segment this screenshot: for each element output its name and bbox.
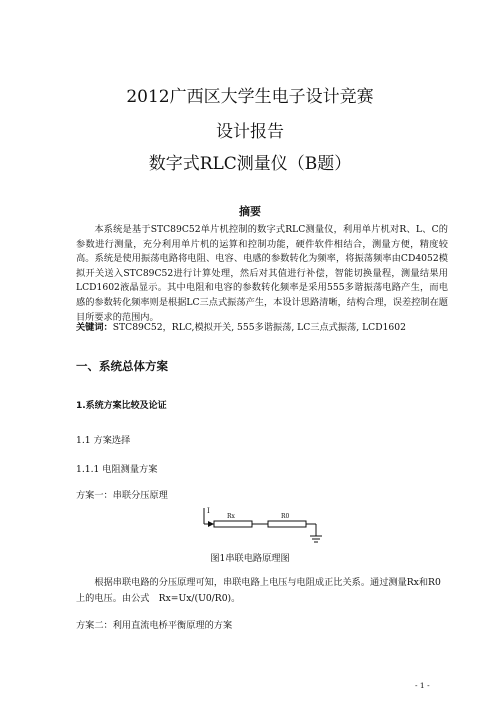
current-label: I [207, 507, 210, 515]
report-title-project: 数字式RLC测量仪（B题） [148, 154, 352, 174]
plan-two-label: 方案二：利用直流电桥平衡原理的方案 [76, 620, 233, 631]
abstract-body: 本系统是基于STC89C52单片机控制的数字式RLC测量仪，利用单片机对R、L、C的参数进行测量，充分利用单片机的运算和控制功能，硬件软件相结合，测量方便，精度较高。系统是使用振荡电路将电阻、电容、电感的参数转化为频率，将振荡频率由CD4052模拟开关送入STC89C52进行计算处理，然后对其值进行补偿，智能切换量程，测量结果用LCD1602液晶显示。其中电阻和电容的参数转化频率是采用555多谐振荡电路产生，而电感的参数转化频率则是根据LC三点式振荡产生，本设计思路清晰，结构合理，误差控制在题目所要求的范围内。 [76, 224, 448, 323]
current-arrow-icon [208, 521, 214, 527]
report-title-competition: 2012广西区大学生电子设计竞赛 [126, 87, 374, 107]
keywords-text: STC89C52，RLC,模拟开关, 555多谐振荡, LC三点式振荡, LCD1602 [112, 322, 406, 333]
abstract-heading: 摘要 [239, 205, 261, 218]
plan-one-label: 方案一：串联分压原理 [76, 490, 168, 501]
resistor-r0 [268, 521, 306, 527]
resistor-rx [214, 521, 252, 527]
section-heading-overall-scheme: 一、系统总体方案 [76, 359, 168, 373]
resistor-r0-label: R0 [281, 513, 290, 520]
page-number: - 1 - [415, 681, 430, 690]
series-circuit-diagram [198, 502, 328, 552]
resistor-rx-label: Rx [227, 513, 235, 520]
report-title-design-report: 设计报告 [216, 122, 284, 142]
subsection-heading-resistance-measurement: 1.1.1 电阻测量方案 [76, 464, 158, 475]
keywords-line [76, 321, 456, 335]
figure-caption: 图1串联电路原理图 [210, 553, 290, 564]
subsection-heading-comparison: 1.系统方案比较及论证 [76, 401, 167, 411]
subsection-heading-scheme-selection: 1.1 方案选择 [76, 435, 131, 446]
series-principle-paragraph: 根据串联电路的分压原理可知，串联电路上电压与电阻成正比关系。通过测量Rx和R0上的电压。由公式 Rx=Ux/(U0/R0)。 [76, 577, 441, 604]
keywords-label: 关键词： [76, 322, 113, 333]
